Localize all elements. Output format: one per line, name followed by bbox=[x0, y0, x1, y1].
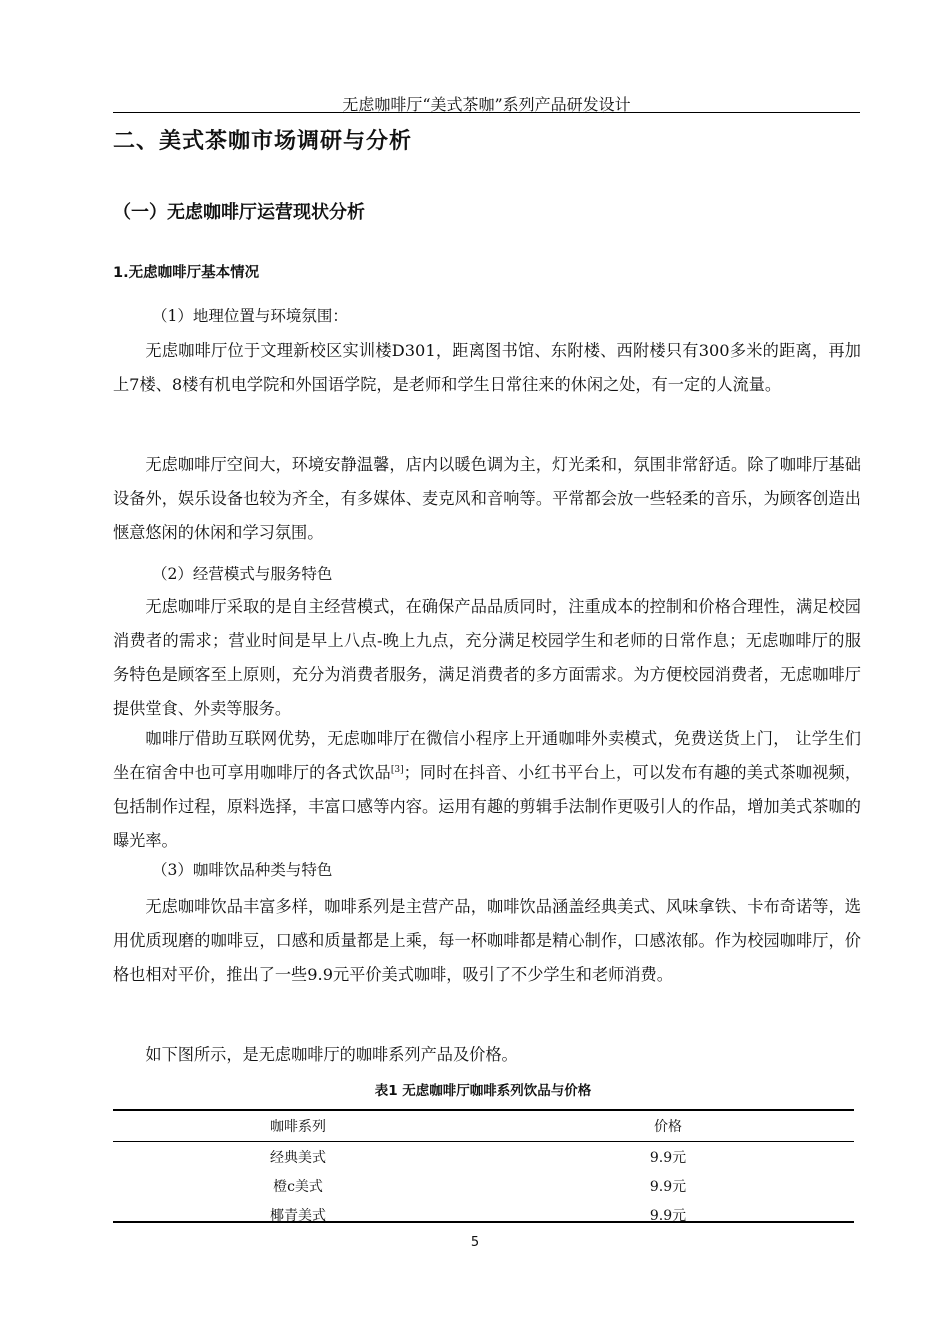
paragraph-online-service-part2: ；同时在抖音、小红书平台上，可以发布有趣的美式茶咖视频，包括制作过程，原料选择，丰富口感等内容。运用有趣的剪辑手法制作更吸引人的作品，增加美式茶咖的曝光率。 bbox=[113, 763, 862, 850]
table-cell-series: 经典美式 bbox=[270, 1150, 326, 1166]
paragraph-online-service-part1: 咖啡厅借助互联网优势，无虑咖啡厅在微信小程序上开通咖啡外卖模式，免费送货上门， 让学生们坐在宿舍中也可享用咖啡厅的各式饮品 bbox=[113, 729, 861, 782]
subsubsection-title: 1.无虑咖啡厅基本情况 bbox=[113, 265, 260, 281]
table-cell-series: 橙c美式 bbox=[273, 1179, 323, 1195]
table-caption: 表1 无虑咖啡厅咖啡系列饮品与价格 bbox=[374, 1083, 592, 1099]
table-cell-price: 9.9元 bbox=[649, 1179, 687, 1195]
table-header-series: 咖啡系列 bbox=[270, 1119, 326, 1135]
table-header-row bbox=[113, 1111, 854, 1142]
table-row bbox=[113, 1142, 854, 1171]
running-header: 无虑咖啡厅“美式茶咖”系列产品研发设计 bbox=[342, 95, 631, 114]
subheading-location: （1）地理位置与环境氛围： bbox=[152, 307, 348, 325]
table-header-price: 价格 bbox=[654, 1119, 682, 1135]
subheading-drinks: （3）咖啡饮品种类与特色 bbox=[152, 861, 333, 879]
table-row bbox=[113, 1200, 854, 1229]
paragraph-location: 无虑咖啡厅位于文理新校区实训楼D301，距离图书馆、东附楼、西附楼只有300多米的距离，再加上7楼、8楼有机电学院和外国语学院，是老师和学生日常往来的休闲之处，有一定的人流量。 bbox=[113, 341, 861, 394]
table-cell-price: 9.9元 bbox=[649, 1150, 687, 1166]
paragraph-table-intro: 如下图所示，是无虑咖啡厅的咖啡系列产品及价格。 bbox=[145, 1045, 518, 1064]
table-cell-series: 椰青美式 bbox=[270, 1208, 326, 1224]
paragraph-environment: 无虑咖啡厅空间大，环境安静温馨，店内以暖色调为主，灯光柔和，氛围非常舒适。除了咖啡厅基础设备外，娱乐设备也较为齐全，有多媒体、麦克风和音响等。平常都会放一些轻柔的音乐，为顾客创造出惬意悠闲的休闲和学习氛围。 bbox=[113, 455, 861, 542]
paragraph-online-service bbox=[113, 722, 861, 858]
subsection-title: （一）无虑咖啡厅运营现状分析 bbox=[113, 202, 365, 223]
paragraph-drinks: 无虑咖啡饮品丰富多样，咖啡系列是主营产品，咖啡饮品涵盖经典美式、风味拿铁、卡布奇诺等，选用优质现磨的咖啡豆，口感和质量都是上乘，每一杯咖啡都是精心制作，口感浓郁。作为校园咖啡厅，价格也相对平价，推出了一些9.9元平价美式咖啡，吸引了不少学生和老师消费。 bbox=[113, 897, 861, 984]
citation-ref: [3] bbox=[390, 765, 404, 775]
table-row bbox=[113, 1171, 854, 1200]
paragraph-business-model: 无虑咖啡厅采取的是自主经营模式，在确保产品品质同时，注重成本的控制和价格合理性，满足校园消费者的需求；营业时间是早上八点-晚上九点，充分满足校园学生和老师的日常作息；无虑咖啡厅的服务特色是顾客至上原则，充分为消费者服务，满足消费者的多方面需求。为方便校园消费者，无虑咖啡厅提供堂食、外卖等服务。 bbox=[113, 597, 861, 718]
subheading-business-model: （2）经营模式与服务特色 bbox=[152, 565, 333, 583]
section-title: 二、美式茶咖市场调研与分析 bbox=[113, 129, 413, 154]
header-rule bbox=[113, 112, 860, 113]
table-cell-price: 9.9元 bbox=[649, 1208, 687, 1224]
page-number: 5 bbox=[470, 1235, 480, 1250]
price-table bbox=[113, 1109, 854, 1223]
